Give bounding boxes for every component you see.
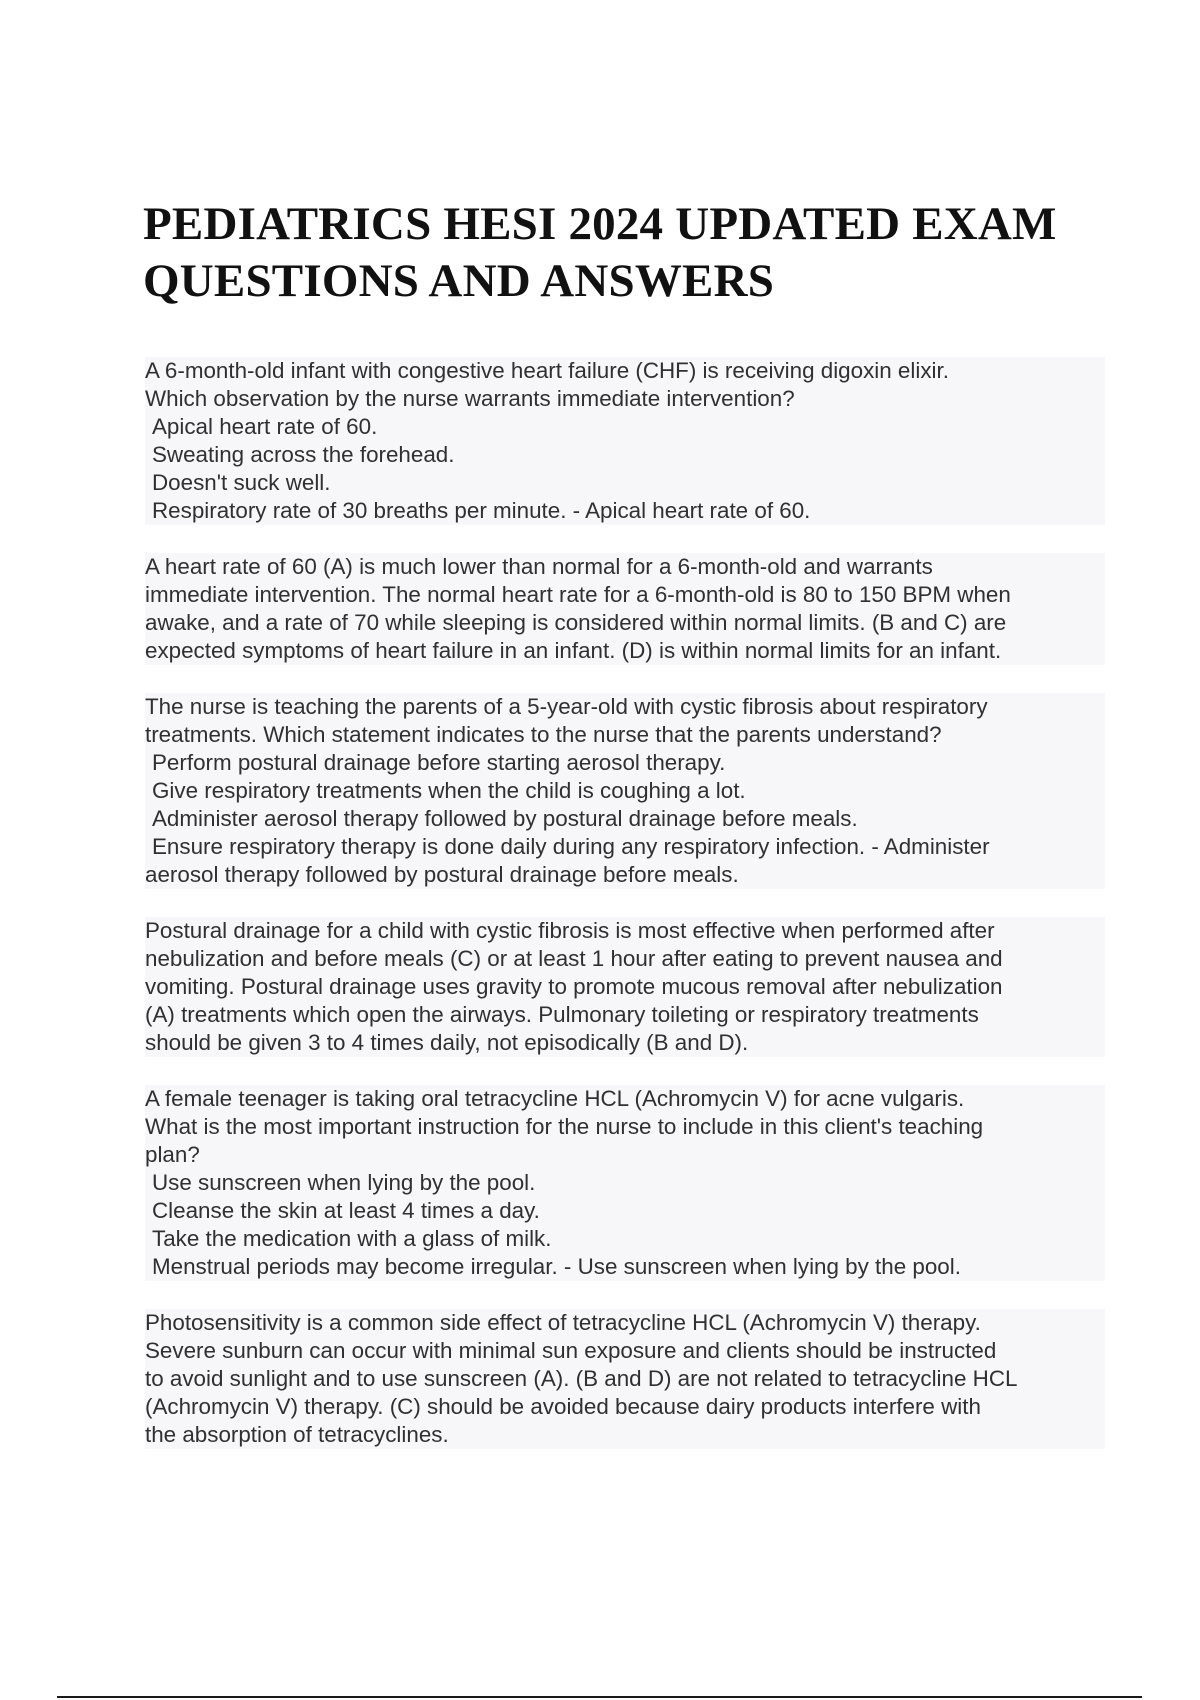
question-3	[145, 1085, 1105, 1281]
title-line-2: QUESTIONS AND ANSWERS	[143, 255, 775, 307]
rationale-3-line-4: (Achromycin V) therapy. (C) should be avoided because dairy products interfere with	[145, 1394, 981, 1419]
question-2-option-c: Administer aerosol therapy followed by postural drainage before meals.	[152, 806, 858, 831]
question-1-line-2: Which observation by the nurse warrants immediate intervention?	[145, 386, 795, 411]
question-1-option-c: Doesn't suck well.	[152, 470, 331, 495]
rationale-2-line-3: vomiting. Postural drainage uses gravity to promote mucous removal after nebulization	[145, 974, 1003, 999]
question-2-option-d: Ensure respiratory therapy is done daily during any respiratory infection. - Administer	[152, 834, 990, 859]
question-3-line-3: plan?	[145, 1142, 200, 1167]
rationale-1-line-3: awake, and a rate of 70 while sleeping is considered within normal limits. (B and C) are	[145, 610, 1007, 635]
question-2-answer-tail: aerosol therapy followed by postural drainage before meals.	[145, 862, 739, 887]
question-2-line-2: treatments. Which statement indicates to the nurse that the parents understand?	[145, 722, 942, 747]
rationale-3	[145, 1309, 1105, 1449]
footer-divider	[57, 1696, 1142, 1698]
question-3-option-b: Cleanse the skin at least 4 times a day.	[152, 1198, 540, 1223]
rationale-1	[145, 553, 1105, 665]
rationale-2-line-2: nebulization and before meals (C) or at least 1 hour after eating to prevent nausea and	[145, 946, 1003, 971]
page-title	[143, 196, 1183, 310]
question-2-option-b: Give respiratory treatments when the child is coughing a lot.	[152, 778, 746, 803]
document-body	[145, 357, 1105, 1477]
question-1-option-b: Sweating across the forehead.	[152, 442, 455, 467]
question-1-line-1: A 6-month-old infant with congestive heart failure (CHF) is receiving digoxin elixir.	[145, 358, 949, 383]
rationale-2	[145, 917, 1105, 1057]
rationale-3-line-1: Photosensitivity is a common side effect of tetracycline HCL (Achromycin V) therapy.	[145, 1310, 981, 1335]
question-3-line-1: A female teenager is taking oral tetracycline HCL (Achromycin V) for acne vulgaris.	[145, 1086, 965, 1111]
question-1	[145, 357, 1105, 525]
rationale-3-line-5: the absorption of tetracyclines.	[145, 1422, 449, 1447]
question-3-option-a: Use sunscreen when lying by the pool.	[152, 1170, 536, 1195]
rationale-1-line-2: immediate intervention. The normal heart rate for a 6-month-old is 80 to 150 BPM when	[145, 582, 1011, 607]
question-1-option-a: Apical heart rate of 60.	[152, 414, 378, 439]
rationale-2-line-4: (A) treatments which open the airways. Pulmonary toileting or respiratory treatments	[145, 1002, 979, 1027]
rationale-3-line-3: to avoid sunlight and to use sunscreen (A). (B and D) are not related to tetracycline HCL	[145, 1366, 1018, 1391]
question-1-option-d: Respiratory rate of 30 breaths per minute. - Apical heart rate of 60.	[152, 498, 811, 523]
title-line-1: PEDIATRICS HESI 2024 UPDATED EXAM	[143, 198, 1057, 250]
rationale-3-line-2: Severe sunburn can occur with minimal sun exposure and clients should be instructed	[145, 1338, 997, 1363]
question-3-option-c: Take the medication with a glass of milk.	[152, 1226, 552, 1251]
question-3-line-2: What is the most important instruction for the nurse to include in this client's teaching	[145, 1114, 984, 1139]
question-2	[145, 693, 1105, 889]
rationale-1-line-4: expected symptoms of heart failure in an infant. (D) is within normal limits for an infant.	[145, 638, 1002, 663]
rationale-2-line-5: should be given 3 to 4 times daily, not episodically (B and D).	[145, 1030, 749, 1055]
question-3-option-d: Menstrual periods may become irregular. - Use sunscreen when lying by the pool.	[152, 1254, 961, 1279]
question-2-line-1: The nurse is teaching the parents of a 5-year-old with cystic fibrosis about respiratory	[145, 694, 988, 719]
question-2-option-a: Perform postural drainage before starting aerosol therapy.	[152, 750, 726, 775]
rationale-2-line-1: Postural drainage for a child with cystic fibrosis is most effective when performed after	[145, 918, 995, 943]
rationale-1-line-1: A heart rate of 60 (A) is much lower than normal for a 6-month-old and warrants	[145, 554, 933, 579]
